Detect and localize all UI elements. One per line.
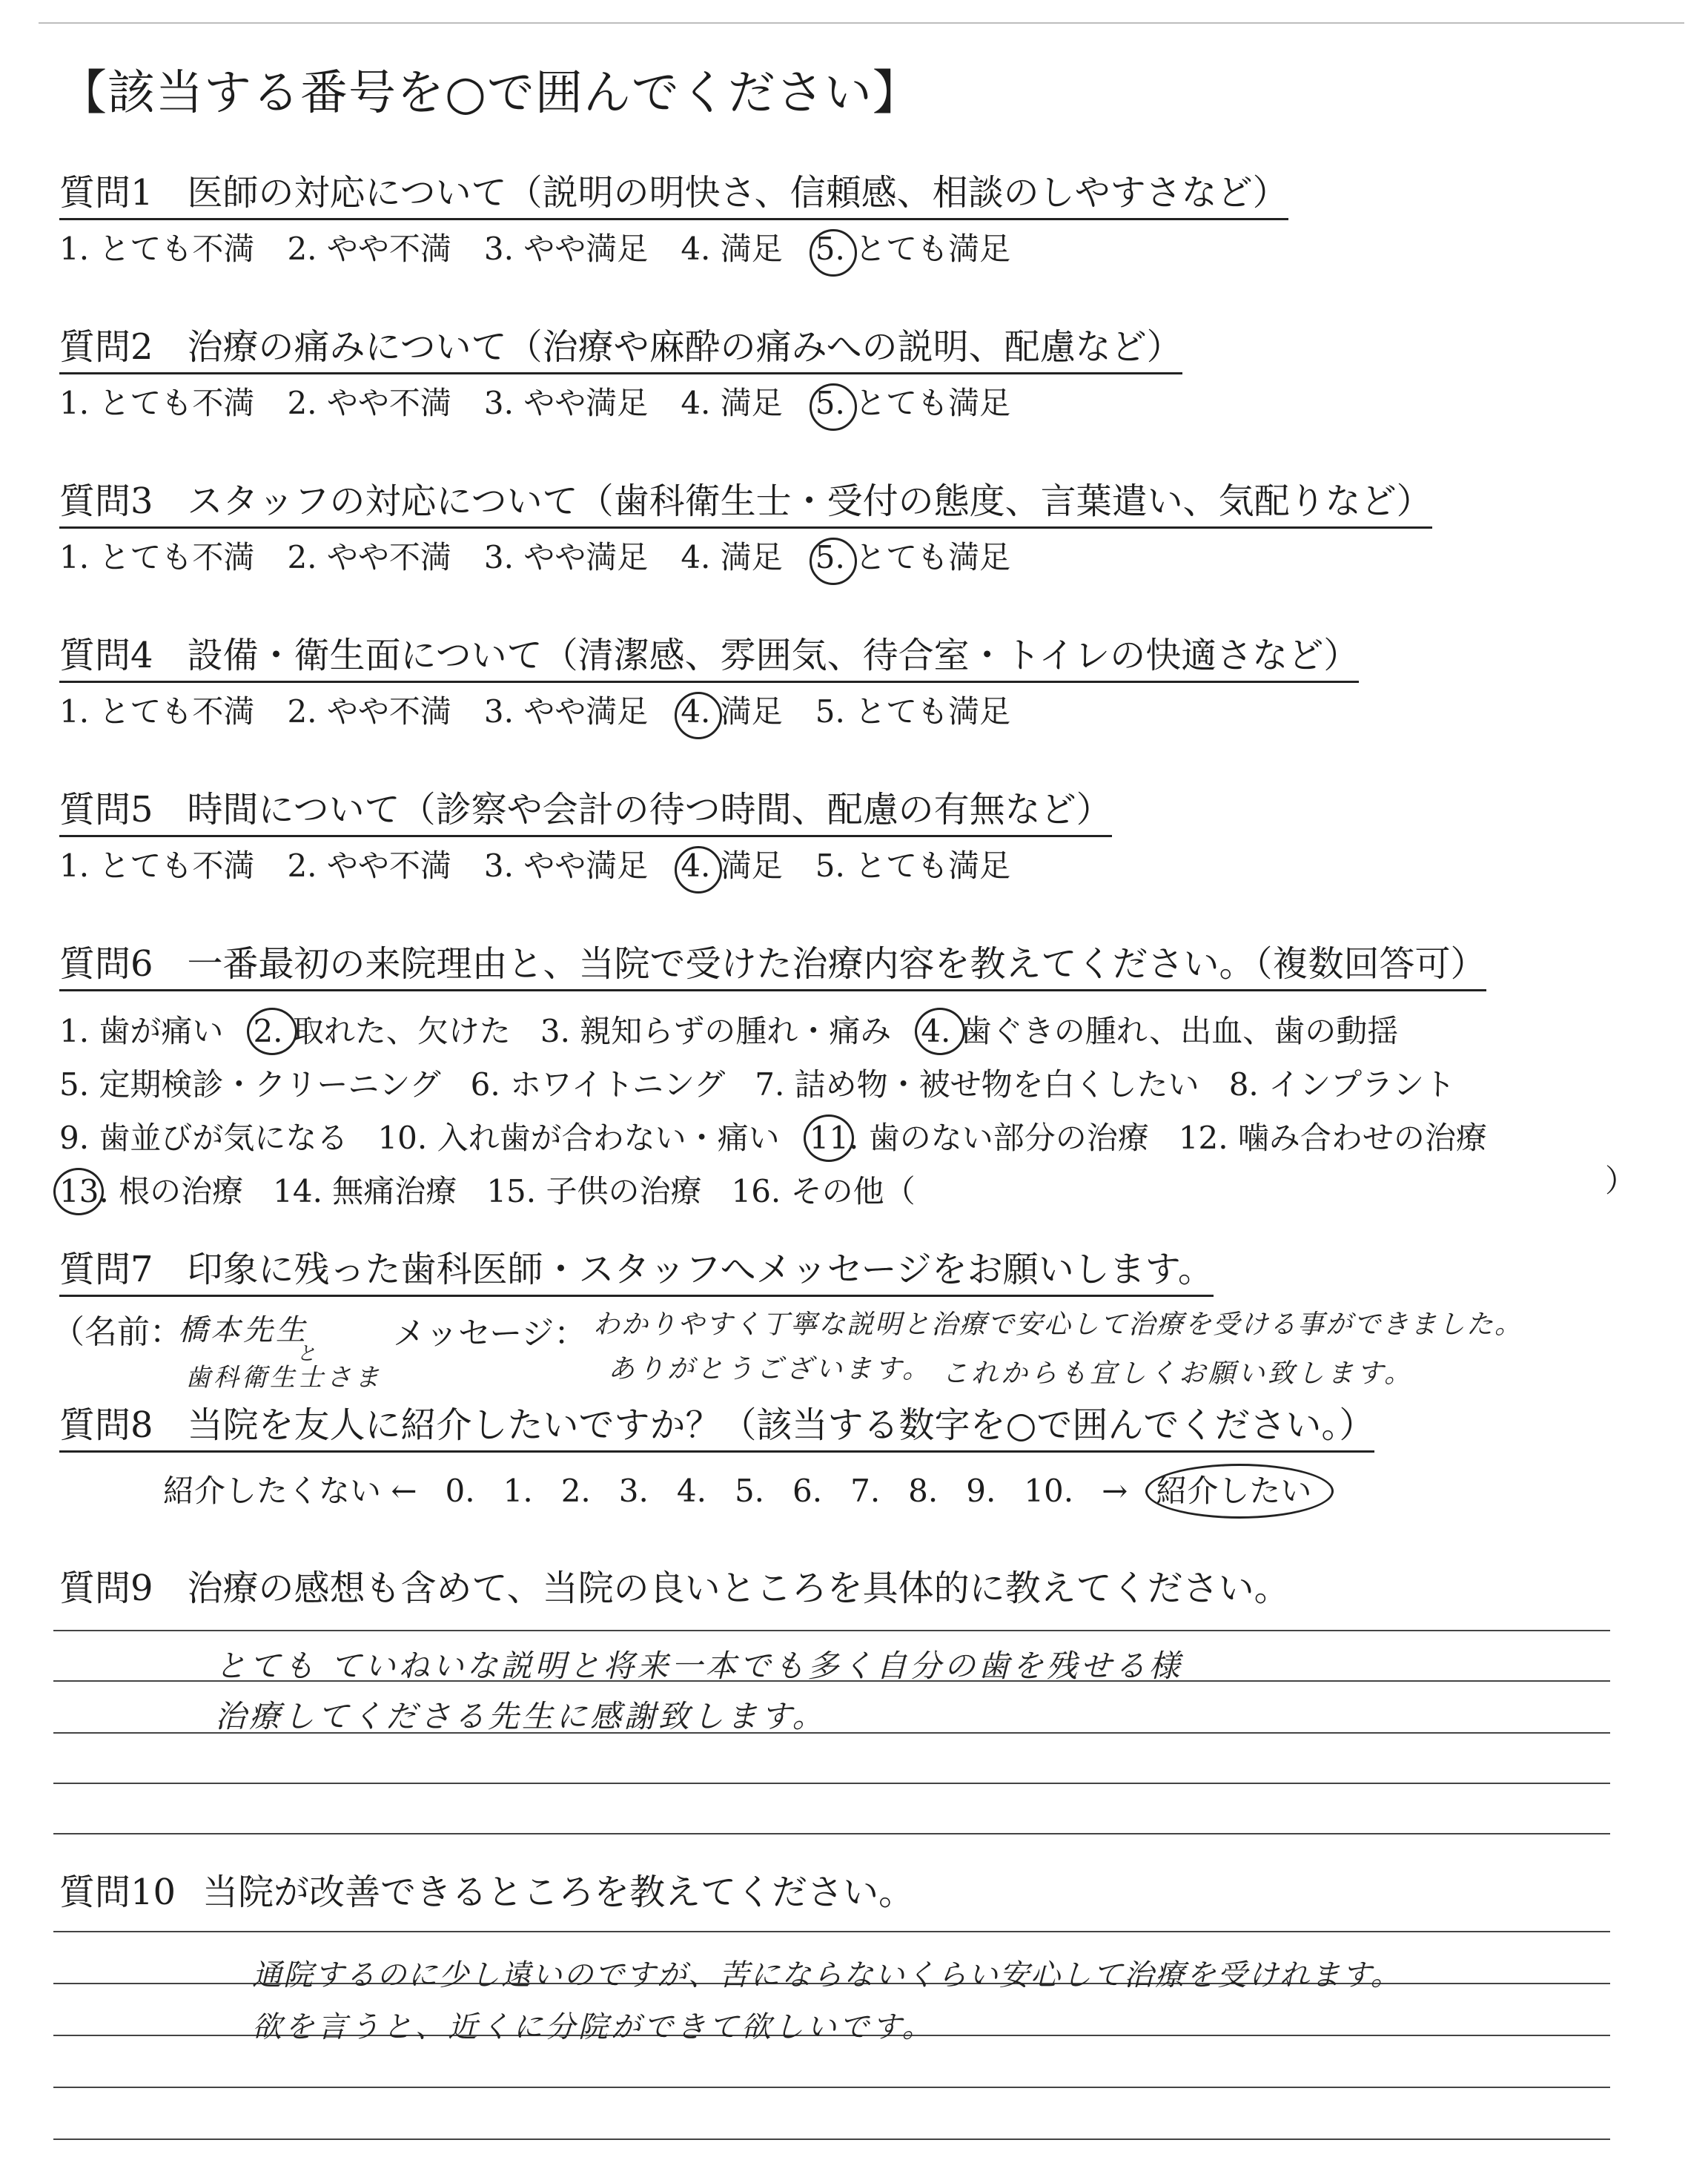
option-2[interactable]: 2. やや不満 <box>287 539 451 575</box>
rating-options <box>59 539 1432 575</box>
reason-option-2[interactable]: 2. 取れた、欠けた <box>253 1005 510 1058</box>
scale-1[interactable]: 1. <box>503 1473 533 1509</box>
option-4[interactable]: 4. 満足 <box>681 231 783 267</box>
writing-line <box>53 1931 1610 1932</box>
question-number: 質問10 <box>59 1872 176 1913</box>
option-3[interactable]: 3. やや満足 <box>483 385 649 421</box>
option-5[interactable]: 5. とても満足 <box>815 231 1011 267</box>
question-5 <box>59 789 1112 884</box>
question-text: 当院が改善できるところを教えてください。 <box>202 1872 915 1913</box>
page-title: 【該当する番号を○で囲んでください】 <box>59 66 921 121</box>
writing-line <box>53 2138 1610 2140</box>
question-heading <box>59 1404 1375 1453</box>
question-number: 質問1 <box>59 172 153 214</box>
option-3[interactable]: 3. やや満足 <box>483 693 649 730</box>
question-text: 医師の対応について（説明の明快さ、信頼感、相談のしやすさなど） <box>187 172 1288 214</box>
option-5[interactable]: 5. とても満足 <box>815 693 1011 730</box>
reason-row <box>59 1058 1517 1112</box>
question-number: 質問3 <box>59 480 153 522</box>
question-8 <box>59 1404 1375 1453</box>
reason-option-15[interactable]: 15. 子供の治療 <box>486 1173 702 1209</box>
name-label: （名前： <box>52 1313 182 1351</box>
rating-options <box>59 385 1182 421</box>
option-2[interactable]: 2. やや不満 <box>287 693 451 730</box>
question-1 <box>59 172 1288 267</box>
scale-2[interactable]: 2. <box>560 1473 591 1509</box>
referral-scale <box>163 1467 1340 1511</box>
scale-10[interactable]: 10. <box>1024 1473 1074 1509</box>
writing-line <box>53 1833 1610 1834</box>
question-text: 治療の痛みについて（治療や麻酔の痛みへの説明、配慮など） <box>187 326 1182 368</box>
reason-option-1[interactable]: 1. 歯が痛い <box>59 1013 224 1049</box>
question-number: 質問6 <box>59 943 153 985</box>
option-3[interactable]: 3. やや満足 <box>483 539 649 575</box>
rating-options <box>59 848 1112 884</box>
message-label: メッセージ： <box>393 1315 587 1353</box>
reason-option-10[interactable]: 10. 入れ歯が合わない・痛い <box>377 1120 780 1156</box>
reason-option-16[interactable]: 16. その他（ <box>731 1173 916 1209</box>
reason-row <box>59 1112 1517 1165</box>
question-text: スタッフの対応について（歯科衛生士・受付の態度、言葉遣い、気配りなど） <box>187 480 1432 522</box>
question-7 <box>59 1249 1214 1297</box>
option-3[interactable]: 3. やや満足 <box>483 231 649 267</box>
scale-8[interactable]: 8. <box>908 1473 939 1509</box>
reason-option-4[interactable]: 4. 歯ぐきの腫れ、出血、歯の動揺 <box>921 1005 1398 1058</box>
reason-row <box>59 1005 1517 1058</box>
scale-5[interactable]: 5. <box>734 1473 765 1509</box>
reason-option-5[interactable]: 5. 定期検診・クリーニング <box>59 1066 441 1103</box>
option-5[interactable]: 5. とても満足 <box>815 385 1011 421</box>
question-text: 設備・衛生面について（清潔感、雰囲気、待合室・トイレの快適さなど） <box>187 635 1360 676</box>
answer-line-1[interactable]: 通院するのに少し遠いのですが、苦にならないくらい安心して治療を受けれます。 <box>252 1958 1402 1992</box>
option-5[interactable]: 5. とても満足 <box>815 539 1011 575</box>
option-1[interactable]: 1. とても不満 <box>59 385 255 421</box>
option-4[interactable]: 4. 満足 <box>681 385 783 421</box>
question-4 <box>59 635 1360 730</box>
question-heading <box>59 635 1360 683</box>
message-line-1[interactable]: わかりやすく丁寧な説明と治療で安心して治療を受ける事ができました。 <box>593 1309 1523 1340</box>
question-heading <box>59 480 1432 529</box>
question-number: 質問9 <box>59 1568 153 1609</box>
option-1[interactable]: 1. とても不満 <box>59 539 255 575</box>
scale-arrow: → <box>1102 1473 1128 1509</box>
answer-line-2[interactable]: 欲を言うと、近くに分院ができて欲しいです。 <box>252 2010 935 2044</box>
reason-option-14[interactable]: 14. 無痛治療 <box>273 1173 457 1209</box>
question-heading <box>59 789 1112 837</box>
name-message-row <box>52 1305 182 1353</box>
question-heading <box>59 172 1288 220</box>
top-rule <box>39 22 1684 24</box>
reason-option-9[interactable]: 9. 歯並びが気になる <box>59 1120 348 1156</box>
reason-option-8[interactable]: 8. インプラント <box>1228 1066 1456 1103</box>
question-6 <box>59 943 1517 1218</box>
scale-7[interactable]: 7. <box>850 1473 881 1509</box>
reason-options <box>59 1005 1517 1218</box>
rating-options <box>59 693 1359 730</box>
reason-option-6[interactable]: 6. ホワイトニング <box>470 1066 726 1103</box>
writing-line <box>53 1783 1610 1784</box>
other-close-paren: ） <box>1605 1163 1637 1199</box>
question-text: 一番最初の来院理由と、当院で受けた治療内容を教えてください。（複数回答可） <box>187 943 1486 985</box>
scale-4[interactable]: 4. <box>676 1473 706 1509</box>
reason-option-7[interactable]: 7. 詰め物・被せ物を白くしたい <box>755 1066 1199 1103</box>
option-2[interactable]: 2. やや不満 <box>287 231 451 267</box>
question-number: 質問4 <box>59 635 153 676</box>
scale-left-label: 紹介したくない ← <box>163 1473 417 1509</box>
question-heading <box>59 1249 1214 1297</box>
reason-option-3[interactable]: 3. 親知らずの腫れ・痛み <box>540 1013 892 1049</box>
rating-options <box>59 231 1288 267</box>
option-2[interactable]: 2. やや不満 <box>287 385 451 421</box>
question-3 <box>59 480 1432 575</box>
scale-0[interactable]: 0. <box>445 1473 475 1509</box>
writing-line <box>53 1630 1610 1631</box>
option-4[interactable]: 4. 満足 <box>681 848 783 884</box>
option-1[interactable]: 1. とても不満 <box>59 231 255 267</box>
reason-option-12[interactable]: 12. 噛み合わせの治療 <box>1178 1120 1487 1156</box>
option-2[interactable]: 2. やや不満 <box>287 848 451 884</box>
answer-line-2[interactable]: 治療してくださる先生に感謝致します。 <box>215 1698 827 1734</box>
answer-line-1[interactable]: とても ていねいな説明と将来一本でも多く自分の歯を残せる様 <box>215 1648 1183 1684</box>
scale-9[interactable]: 9. <box>966 1473 996 1509</box>
reason-option-13[interactable]: 13. 根の治療 <box>59 1165 243 1218</box>
message-line-3[interactable]: これからも宜しくお願い致します。 <box>941 1358 1414 1389</box>
question-number: 質問5 <box>59 789 153 830</box>
option-4[interactable]: 4. 満足 <box>681 539 783 575</box>
option-5[interactable]: 5. とても満足 <box>815 848 1011 884</box>
name-value-2[interactable]: 歯科衛生士さま <box>185 1363 383 1393</box>
scale-right-label[interactable]: 紹介したい <box>1156 1473 1312 1509</box>
option-4[interactable]: 4. 満足 <box>681 693 783 730</box>
scale-3[interactable]: 3. <box>618 1473 649 1509</box>
question-heading <box>59 326 1182 374</box>
name-connector: と <box>297 1343 320 1365</box>
reason-option-11[interactable]: 11. 歯のない部分の治療 <box>810 1112 1149 1165</box>
option-1[interactable]: 1. とても不満 <box>59 693 255 730</box>
question-text: 当院を友人に紹介したいですか？（該当する数字を○で囲んでください。） <box>187 1404 1375 1446</box>
name-value[interactable]: 橋本先生 <box>178 1313 308 1347</box>
option-1[interactable]: 1. とても不満 <box>59 848 255 884</box>
question-number: 質問8 <box>59 1404 153 1446</box>
question-heading <box>59 943 1486 991</box>
question-text: 治療の感想も含めて、当院の良いところを具体的に教えてください。 <box>187 1568 1290 1609</box>
question-text: 時間について（診察や会計の待つ時間、配慮の有無など） <box>187 789 1112 830</box>
reason-row <box>59 1165 1517 1218</box>
question-9 <box>59 1568 1290 1609</box>
question-2 <box>59 326 1182 421</box>
writing-line <box>53 2087 1610 2088</box>
question-number: 質問2 <box>59 326 153 368</box>
scale-6[interactable]: 6. <box>792 1473 823 1509</box>
message-line-2[interactable]: ありがとうございます。 <box>608 1354 933 1384</box>
question-number: 質問7 <box>59 1249 153 1290</box>
question-10 <box>59 1872 915 1913</box>
question-text: 印象に残った歯科医師・スタッフへメッセージをお願いします。 <box>187 1249 1214 1290</box>
option-3[interactable]: 3. やや満足 <box>483 848 649 884</box>
